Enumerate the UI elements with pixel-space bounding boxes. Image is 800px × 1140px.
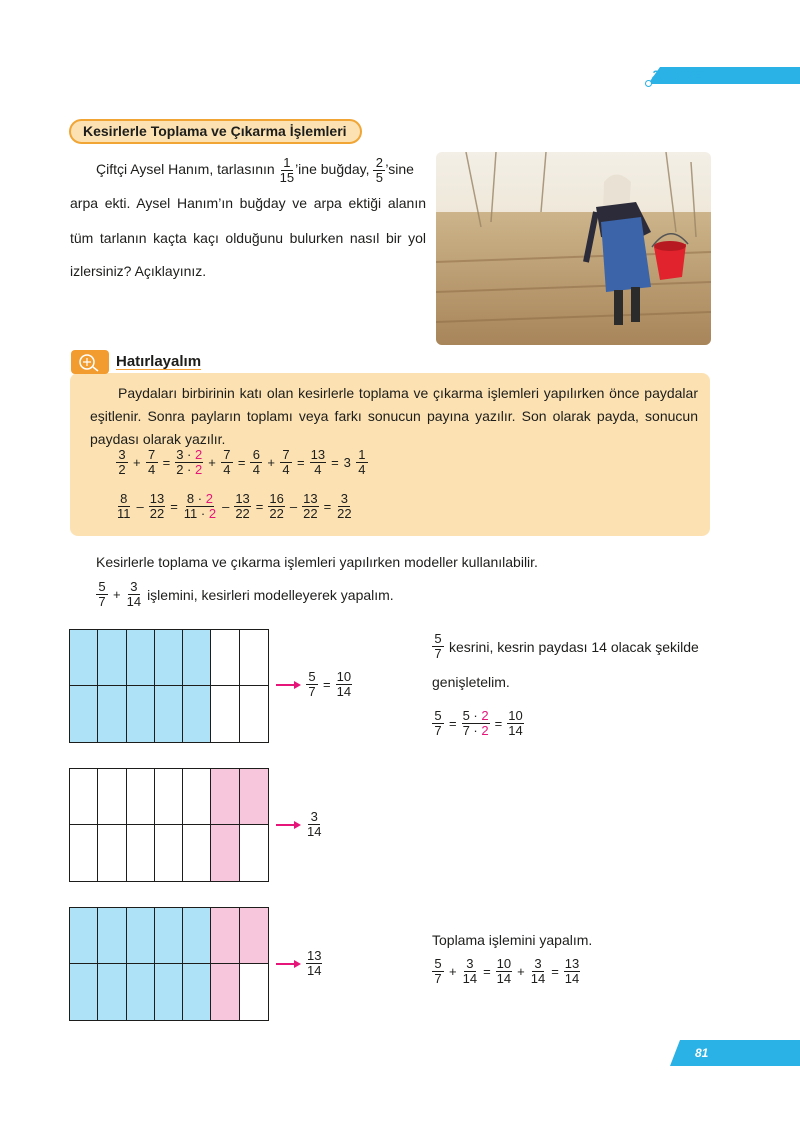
fraction-1-15 [279, 156, 295, 185]
arrow-right-icon [276, 960, 301, 968]
problem-text-a: Çiftçi Aysel Hanım, tarlasının [96, 161, 275, 178]
frac-num: 5 [96, 580, 108, 595]
frac-den: 5 [375, 170, 384, 185]
frac-den: 4 [314, 462, 322, 477]
fraction [462, 957, 478, 986]
page-number: 81 [695, 1046, 709, 1060]
grid-cell [155, 686, 183, 742]
grid-cell [240, 908, 268, 964]
unit-label: 2. ÜNİTE [652, 68, 702, 82]
equals: = [162, 455, 171, 470]
grid1-result [306, 670, 352, 699]
problem-text-b: ’ine buğday, [295, 161, 370, 178]
expand-text: kesrini, kesrin paydası 14 olacak şekilde [449, 638, 699, 655]
grid-cell [155, 630, 183, 686]
grid-cell [211, 908, 239, 964]
frac-num: 5 [306, 670, 318, 685]
fraction [507, 709, 523, 738]
fraction-2-5 [373, 156, 385, 185]
fraction [530, 957, 546, 986]
model-grid-13-14 [69, 907, 269, 1021]
frac-num: 10 [508, 708, 523, 723]
fraction [356, 448, 368, 477]
frac-den: 22 [269, 506, 284, 521]
frac-num: 7 [146, 448, 158, 463]
grid-cell [240, 686, 268, 742]
frac-den: 14 [462, 971, 478, 986]
problem-line-2: arpa ekti. Aysel Hanım’ın buğday ve arpa ektiği alanın [70, 195, 426, 211]
grid-cell [240, 964, 268, 1020]
grid2-result [306, 810, 322, 839]
frac-part: 7 · [462, 723, 482, 738]
frac-den: 22 [149, 506, 165, 521]
grid-cell [127, 630, 155, 686]
fraction [146, 448, 158, 477]
grid-cell [155, 769, 183, 825]
grid-cell [240, 630, 268, 686]
fraction [306, 949, 322, 978]
frac-num: 13 [303, 491, 318, 506]
frac-den: 14 [530, 971, 546, 986]
frac-num [175, 448, 203, 463]
grid-cell [155, 964, 183, 1020]
frac-num: 7 [280, 448, 292, 463]
frac-num: 5 [432, 632, 444, 647]
frac-num: 3 [338, 492, 350, 507]
page-number-tab [670, 1040, 800, 1066]
fraction [310, 448, 326, 477]
frac-multiplier: 2 [481, 723, 489, 738]
frac-den: 14 [336, 684, 352, 699]
frac-num: 13 [235, 491, 250, 506]
unit-tag-dot [645, 80, 652, 87]
frac-den: 4 [358, 462, 366, 477]
frac-den [462, 724, 490, 738]
grid-cell [155, 825, 183, 881]
frac-den: 22 [235, 506, 250, 521]
frac-den: 7 [98, 594, 106, 609]
grid-cell [211, 630, 239, 686]
problem-line-4: izlersiniz? Açıklayınız. [70, 263, 207, 279]
fraction [234, 492, 250, 521]
fraction [116, 448, 128, 477]
grid-cell [183, 630, 211, 686]
frac-den [175, 463, 203, 477]
fraction [116, 492, 132, 521]
frac-den: 15 [279, 170, 295, 185]
frac-multiplier: 2 [481, 708, 489, 723]
equals: = [551, 964, 559, 979]
frac-num: 3 [532, 957, 544, 972]
frac-num: 8 [118, 492, 130, 507]
equals: = [331, 455, 339, 470]
grid-cell [183, 964, 211, 1020]
frac-den: 14 [126, 594, 142, 609]
fraction [336, 492, 352, 521]
equals: = [297, 455, 305, 470]
grid-cell [70, 769, 98, 825]
grid-cell [127, 825, 155, 881]
frac-den: 4 [147, 462, 156, 477]
fraction [250, 448, 262, 477]
fraction [175, 448, 203, 477]
models-task [96, 580, 394, 609]
fraction [183, 492, 217, 521]
grid-cell [98, 769, 126, 825]
grid-cell [127, 769, 155, 825]
frac-num: 13 [149, 491, 165, 506]
frac-num [186, 492, 214, 507]
grid-cell [183, 825, 211, 881]
fraction [96, 580, 108, 609]
frac-num: 5 [432, 709, 444, 724]
grid-cell [70, 630, 98, 686]
grid-cell [127, 964, 155, 1020]
frac-part: 5 · [462, 708, 482, 723]
grid-cell [183, 908, 211, 964]
frac-num: 1 [356, 448, 368, 463]
grid-cell [183, 769, 211, 825]
frac-den: 4 [282, 462, 290, 477]
frac-den: 14 [508, 723, 523, 738]
fraction [306, 810, 322, 839]
sum-equation [432, 957, 580, 986]
remember-equation-1 [116, 448, 368, 477]
task-text: işlemini, kesirleri modelleyerek yapalım. [147, 586, 394, 603]
equals: = [323, 499, 332, 514]
grid-cell [70, 964, 98, 1020]
fraction [432, 632, 444, 661]
model-grid-5-7 [69, 629, 269, 743]
frac-num: 6 [250, 448, 262, 463]
problem-line-1 [96, 156, 426, 185]
grid-cell [240, 825, 268, 881]
fraction [280, 448, 292, 477]
farmer-photo [436, 152, 711, 345]
remember-title: Hatırlayalım [116, 353, 202, 370]
frac-num: 5 [432, 957, 444, 972]
frac-multiplier: 2 [205, 491, 213, 506]
frac-num: 3 [464, 957, 476, 972]
arrow-right-icon [276, 821, 301, 829]
grid3-result [306, 949, 322, 978]
frac-den: 7 [434, 646, 442, 661]
frac-multiplier: 2 [208, 506, 217, 521]
frac-den: 7 [308, 684, 316, 699]
operator: – [136, 499, 144, 514]
fraction [564, 957, 580, 986]
frac-part: 2 · [176, 462, 195, 477]
frac-den: 14 [564, 971, 580, 986]
frac-den: 7 [434, 723, 442, 738]
remember-equation-2 [116, 492, 353, 521]
equals: = [483, 964, 491, 979]
frac-multiplier: 2 [194, 462, 203, 477]
remember-text: Paydaları birbirinin katı olan kesirlerle toplama ve çıkarma işlemleri yapılırken önce paydalar eşitlenir. Sonra payların toplamı veya farkı sonucun payına yazılır. Son olarak payda, sonucun paydası olarak yazılır. [90, 385, 698, 447]
equals: = [255, 499, 264, 514]
frac-part: 11 · [183, 506, 209, 521]
fraction [149, 492, 165, 521]
frac-num: 3 [308, 810, 320, 825]
grid-cell [98, 825, 126, 881]
frac-den [183, 507, 217, 521]
expand-equation [432, 709, 524, 738]
equals: = [170, 499, 178, 514]
frac-num: 10 [336, 669, 352, 684]
fraction [432, 957, 444, 986]
operator: + [517, 964, 525, 979]
frac-den: 14 [307, 963, 322, 978]
frac-num: 13 [307, 948, 322, 963]
frac-den: 14 [307, 824, 322, 839]
grid-cell [98, 908, 126, 964]
frac-den: 2 [118, 462, 126, 477]
frac-den: 14 [496, 971, 512, 986]
frac-multiplier: 2 [194, 447, 203, 462]
operator: + [267, 455, 275, 470]
frac-num: 7 [221, 448, 233, 463]
model-grid-3-14 [69, 768, 269, 882]
frac-num: 10 [496, 956, 512, 971]
frac-num: 3 [128, 580, 140, 595]
frac-num: 3 [116, 448, 128, 463]
problem-text-c: ’sine [385, 161, 414, 178]
grid-cell [211, 769, 239, 825]
expand-text-2: genişletelim. [432, 674, 510, 690]
frac-den: 22 [303, 506, 318, 521]
frac-num: 16 [269, 491, 284, 506]
frac-part: 8 · [186, 491, 206, 506]
grid-cell [183, 686, 211, 742]
operator: + [133, 455, 141, 470]
frac-num: 1 [281, 156, 293, 171]
grid-cell [211, 825, 239, 881]
grid-cell [240, 769, 268, 825]
fraction [336, 670, 352, 699]
frac-part: 3 · [176, 447, 195, 462]
grid-cell [127, 686, 155, 742]
fraction [462, 709, 490, 738]
fraction [221, 448, 233, 477]
operator: + [208, 455, 216, 470]
equals: = [323, 677, 331, 692]
section-title: Kesirlerle Toplama ve Çıkarma İşlemleri [69, 119, 362, 144]
whole-number: 3 [343, 455, 351, 470]
fraction [126, 580, 142, 609]
frac-den: 4 [223, 462, 231, 477]
operator: + [449, 964, 457, 979]
frac-num: 13 [310, 447, 326, 462]
sum-title: Toplama işlemini yapalım. [432, 932, 593, 948]
equals: = [237, 455, 246, 470]
models-intro: Kesirlerle toplama ve çıkarma işlemleri yapılırken modeller kullanılabilir. [96, 554, 538, 570]
frac-den: 4 [252, 462, 261, 477]
grid-cell [155, 908, 183, 964]
grid-cell [211, 686, 239, 742]
frac-den: 22 [337, 506, 352, 521]
operator: – [289, 499, 298, 514]
fraction [306, 670, 318, 699]
grid-cell [98, 630, 126, 686]
grid-cell [70, 908, 98, 964]
fraction [496, 957, 512, 986]
frac-den: 7 [434, 971, 442, 986]
frac-num: 13 [564, 956, 580, 971]
frac-num [462, 709, 490, 724]
operator: + [113, 587, 121, 602]
equals: = [449, 716, 457, 731]
arrow-right-icon [276, 681, 301, 689]
operator: – [222, 499, 230, 514]
fraction [268, 492, 284, 521]
expand-instruction [432, 632, 699, 661]
head-lightbulb-icon [71, 350, 109, 374]
grid-cell [127, 908, 155, 964]
grid-cell [70, 686, 98, 742]
grid-cell [211, 964, 239, 1020]
fraction [432, 709, 444, 738]
fraction [302, 492, 318, 521]
frac-den: 11 [117, 506, 131, 521]
grid-cell [98, 964, 126, 1020]
grid-cell [98, 686, 126, 742]
equals: = [494, 716, 503, 731]
frac-num: 2 [373, 156, 385, 171]
grid-cell [70, 825, 98, 881]
problem-line-3: tüm tarlanın kaçta kaçı olduğunu bulurken nasıl bir yol [70, 230, 426, 246]
